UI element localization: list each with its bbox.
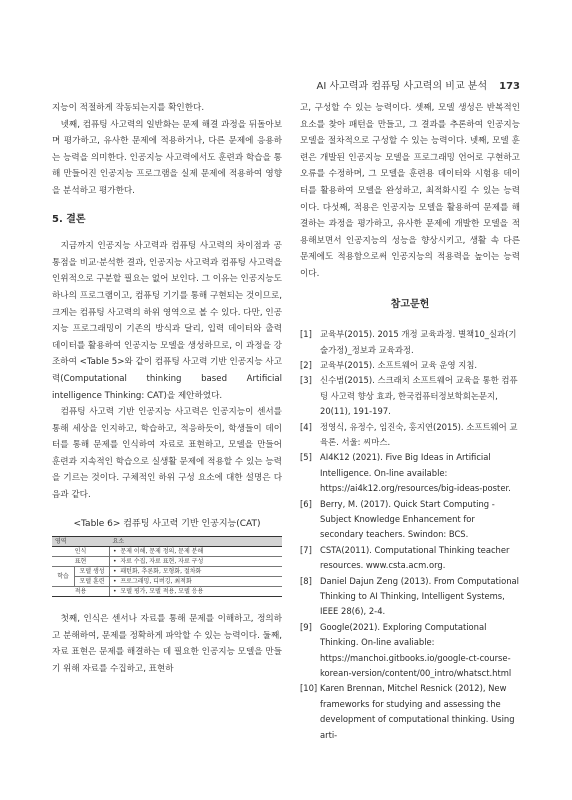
reference-number: [8] xyxy=(300,575,312,586)
table-cell-area: 인식 xyxy=(52,547,110,557)
reference-text: AI4K12 (2021). Five Big Ideas in Artificial Intelligence. On-line available: https://ai4k12.org/resources/big-ideas-poster. xyxy=(320,452,511,494)
table-cell-elements-text: 자료 수집, 자료 표현, 자료 구성 xyxy=(120,558,204,566)
reference-text: 교육부(2015). 소프트웨어 교육 운영 지침. xyxy=(320,359,478,370)
table-cell-elements: • 자료 수집, 자료 표현, 자료 구성 xyxy=(110,557,283,567)
table-header-elements: 요소 xyxy=(110,537,283,547)
table-row xyxy=(52,557,282,567)
running-title: AI 사고력과 컴퓨팅 사고력의 비교 분석 xyxy=(316,81,488,92)
paragraph: 컴퓨팅 사고력 기반 인공지능 사고력은 인공지능이 센서를 통해 세상을 인지하고, 학습하고, 적응하듯이, 학생들이 데이터를 통해 문제를 인식하여 자료로 표현하고, 모델을 만들어 훈련과 지속적인 학습으로 실생활 문제에 적용할 수 있는 능력을 기르는 것이다. 구체적인 하위 구성 요소에 대한 설명은 다음과 같다. xyxy=(52,407,282,501)
reference-item xyxy=(300,681,520,743)
reference-item xyxy=(300,543,520,574)
right-column xyxy=(300,100,520,743)
table-cell-area: 적용 xyxy=(52,587,110,597)
page-number: 173 xyxy=(499,81,520,92)
section-title: 5. 결론 xyxy=(52,213,86,225)
reference-number: [2] xyxy=(300,359,312,370)
reference-item xyxy=(300,373,520,419)
table-cell-area: 표현 xyxy=(52,557,110,567)
paragraph: 고, 구성할 수 있는 능력이다. 셋째, 모델 생성은 반복적인 요소를 찾아 패턴을 만들고, 그 결과를 추론하여 인공지능 모델을 절차적으로 구성할 수 있는 능력이다. 넷째, 모델 훈련은 개발된 인공지능 모델을 프로그래밍 언어로 구현하고 오류를 수정하며, 그 모델을 훈련용 데이터와 시험용 데이터를 활용하여 모델을 완성하고, 최적화시킬 수 있는 능력이다. 다섯째, 적용은 인공지능 모델을 활용하여 문제를 해결하는 과정을 평가하고, 유사한 문제에 개발한 모델을 적용해보면서 인공지능의 성능을 향상시키고, 생활 속 다른 문제에도 적용함으로써 인공지능의 적용력을 높이는 능력이다. xyxy=(300,103,520,279)
table-cell-elements-text: 문제 이해, 문제 정의, 문제 분해 xyxy=(120,548,204,556)
table-caption: <Table 6> 컴퓨팅 사고력 기반 인공지능(CAT) xyxy=(73,518,261,529)
reference-number: [3] xyxy=(300,375,312,386)
left-column xyxy=(52,100,282,678)
reference-item xyxy=(300,450,520,496)
reference-number: [7] xyxy=(300,544,312,555)
table-header-area: 영역 xyxy=(52,537,110,547)
reference-item xyxy=(300,358,520,373)
table-row xyxy=(52,587,282,597)
paragraph: 지능이 적절하게 작동되는지를 확인한다. xyxy=(52,103,205,113)
reference-text: CSTA(2011). Computational Thinking teacher resources. www.csta.acm.org. xyxy=(320,544,510,571)
reference-item xyxy=(300,420,520,451)
table-row xyxy=(52,577,282,587)
reference-text: 교육부(2015). 2015 개정 교육과정. 별책10_실과(기술가정)_정보과 교육과정. xyxy=(320,329,517,355)
table-cell-elements: • 프로그래밍, 디버깅, 최적화 xyxy=(110,577,283,587)
reference-text: 신수범(2015). 스크래치 소프트웨어 교육을 통한 컴퓨팅 사고력 향상 효과, 한국컴퓨터정보학회논문지, 20(11), 191-197. xyxy=(320,375,518,417)
table-cell-elements: • 문제 이해, 문제 정의, 문제 분해 xyxy=(110,547,283,557)
reference-item xyxy=(300,620,520,682)
paragraph: 첫째, 인식은 센서나 자료를 통해 문제를 이해하고, 정의하고 분해하여, 문제를 정확하게 파악할 수 있는 능력이다. 둘째, 자료 표현은 문제를 해결하는 데 필요한 인공지능 모델을 만들기 위해 자료를 수집하고, 표현하 xyxy=(52,614,282,675)
table-row xyxy=(52,567,282,577)
reference-text: Karen Brennan, Mitchel Resnick (2012), New frameworks for studying and assessing the development of computational thinking. Using arti- xyxy=(320,683,515,740)
reference-number: [1] xyxy=(300,329,312,340)
paragraph: 넷째, 컴퓨팅 사고력의 일반화는 문제 해결 과정을 뒤돌아보며 평가하고, 유사한 문제에 적용하거나, 다른 문제에 응용하는 능력을 의미한다. 인공지능 사고력에서도 훈련과 학습을 통해 만들어진 인공지능 프로그램을 실제 문제에 적용하여 영향을 분석하고 평가한다. xyxy=(52,119,282,196)
reference-text: Daniel Dajun Zeng (2013). From Computational Thinking to AI Thinking, Intelligent Systems, IEEE 28(6), 2-4. xyxy=(320,575,519,617)
table-cell-group: 학습 xyxy=(52,567,75,587)
reference-text: Google(2021). Exploring Computational Thinking. On-line avaliable: https://manchoi.gitbooks.io/google-ct-course-korean-version/content/00_intro/whatsct.html xyxy=(320,621,512,679)
reference-number: [5] xyxy=(300,452,312,463)
table-cell-elements-text: 패턴화, 추론화, 모형화, 절차화 xyxy=(120,568,202,576)
table-header-row xyxy=(52,537,282,547)
reference-number: [4] xyxy=(300,421,312,432)
reference-text: Berry, M. (2017). Quick Start Computing - Subject Knowledge Enhancement for secondary teachers. Swindon: BCS. xyxy=(320,498,495,540)
reference-number: [10] xyxy=(300,683,318,694)
table-row xyxy=(52,547,282,557)
reference-item xyxy=(300,497,520,543)
table-cell-area: 모델 생성 xyxy=(75,567,110,577)
table-cell-area: 모델 훈련 xyxy=(75,577,110,587)
reference-item xyxy=(300,327,520,358)
reference-text: 정영식, 유정수, 임진숙, 홍지연(2015). 소프트웨어 교육론. 서울: 씨마스. xyxy=(320,421,518,447)
reference-item xyxy=(300,574,520,620)
table-cell-elements-text: 프로그래밍, 디버깅, 최적화 xyxy=(120,578,192,586)
table-cell-elements: • 패턴화, 추론화, 모형화, 절차화 xyxy=(110,567,283,577)
reference-list xyxy=(300,327,520,743)
cat-table xyxy=(52,536,282,597)
table-cell-elements: • 모델 평가, 모델 적용, 모델 응용 xyxy=(110,587,283,597)
table-cell-elements-text: 모델 평가, 모델 적용, 모델 응용 xyxy=(120,588,204,596)
reference-number: [9] xyxy=(300,621,312,632)
reference-number: [6] xyxy=(300,498,312,509)
running-header xyxy=(317,77,520,92)
paragraph: 지금까지 인공지능 사고력과 컴퓨팅 사고력의 차이점과 공통점을 비교·분석한 결과, 인공지능 사고력과 컴퓨팅 사고력을 인위적으로 구분할 필요는 없어 보인다. 그 이유는 인공지능도 하나의 프로그램이고, 컴퓨팅 기기를 통해 구현되는 것이므로, 크게는 컴퓨팅 사고력의 하위 영역으로 볼 수 있다. 다만, 인공지능 프로그래밍이 기존의 방식과 달리, 입력 데이터와 출력 데이터를 활용하여 인공지능 모델을 생성하므로, 이 과정을 강조하여 <Table 5>와 같이 컴퓨팅 사고력 기반 인공지능 사고력(Computational thinking based Artificial intelligence Thinking: CAT)을 제안하였다. xyxy=(52,241,282,401)
references-title: 참고문헌 xyxy=(390,298,430,310)
